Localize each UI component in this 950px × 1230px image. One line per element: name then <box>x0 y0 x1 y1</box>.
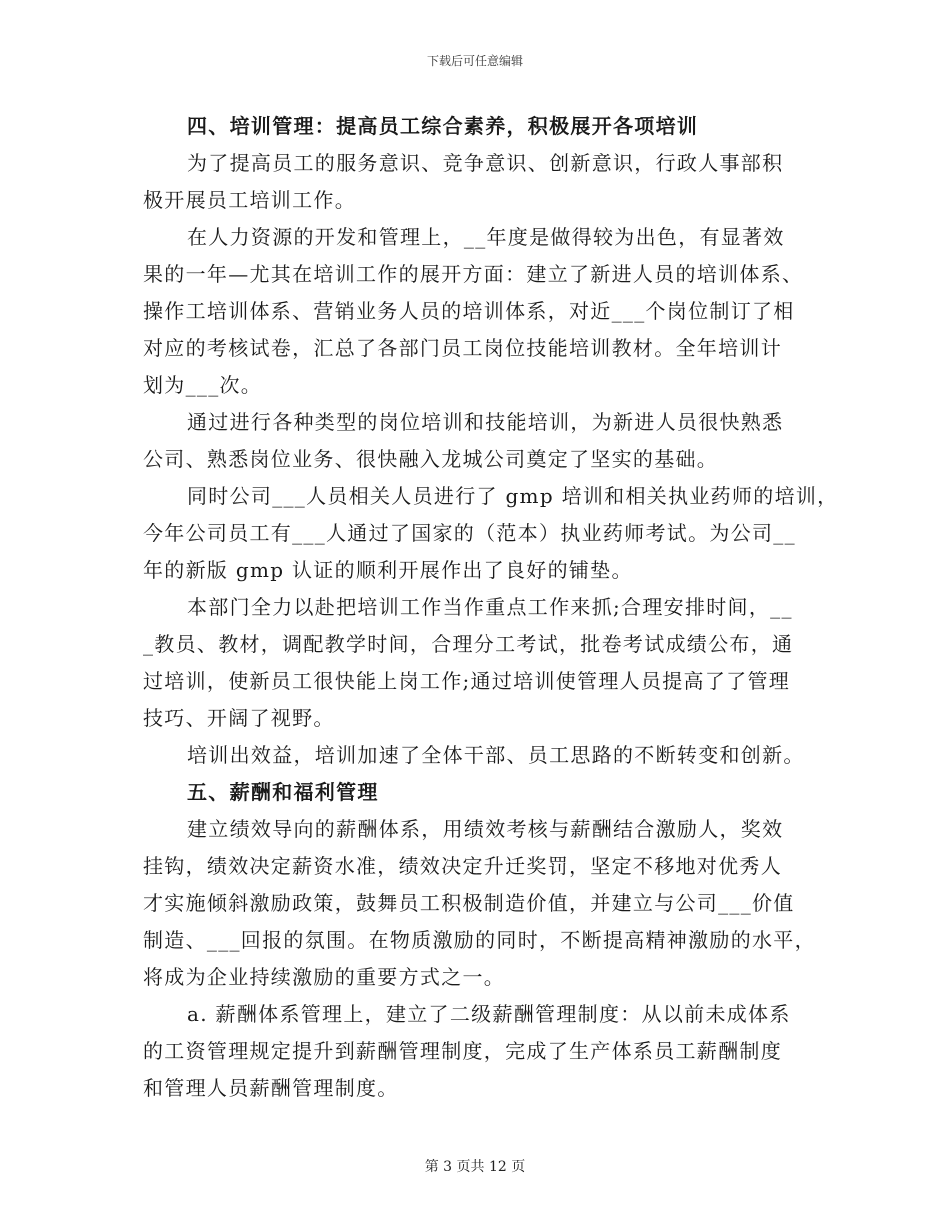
paragraph-line: 和管理人员薪酬管理制度。 <box>143 1076 399 1100</box>
paragraph-line: 年的新版 gmp 认证的顺利开展作出了良好的铺垫。 <box>143 558 633 582</box>
paragraph-line: _教员、教材，调配教学时间，合理分工考试，批卷考试成绩公布，通 <box>143 632 794 656</box>
paragraph-line: 同时公司___人员相关人员进行了 gmp 培训和相关执业药师的培训， <box>187 484 839 508</box>
paragraph-line: 的工资管理规定提升到薪酬管理制度，完成了生产体系员工薪酬制度 <box>143 1039 782 1063</box>
paragraph-line: 划为___次。 <box>143 373 263 397</box>
paragraph-line: 过培训，使新员工很快能上岗工作;通过培训使管理人员提高了了管理 <box>143 669 791 693</box>
paragraph-line: 通过进行各种类型的岗位培训和技能培训，为新进人员很快熟悉 <box>187 410 784 434</box>
paragraph-line: 今年公司员工有___人通过了国家的（范本）执业药师考试。为公司__ <box>143 521 796 545</box>
section-heading-training: 四、培训管理：提高员工综合素养，积极展开各项培训 <box>187 114 699 138</box>
paragraph-line: 为了提高员工的服务意识、竞争意识、创新意识，行政人事部积 <box>187 151 784 175</box>
paragraph-line: 极开展员工培训工作。 <box>143 188 356 212</box>
paragraph-line: 公司、熟悉岗位业务、很快融入龙城公司奠定了坚实的基础。 <box>143 447 719 471</box>
page-footer: 第 3 页共 12 页 <box>424 1159 526 1175</box>
paragraph-line: 建立绩效导向的薪酬体系，用绩效考核与薪酬结合激励人，奖效 <box>187 817 784 841</box>
paragraph-line: 在人力资源的开发和管理上，__年度是做得较为出色，有显著效 <box>187 225 785 249</box>
paragraph-line: 对应的考核试卷，汇总了各部门员工岗位技能培训教材。全年培训计 <box>143 336 782 360</box>
paragraph-line: 果的一年—尤其在培训工作的展开方面：建立了新进人员的培训体系、 <box>143 262 804 286</box>
paragraph-line: 才实施倾斜激励政策，鼓舞员工积极制造价值，并建立与公司___价值 <box>143 891 795 915</box>
paragraph-line: 将成为企业持续激励的重要方式之一。 <box>143 965 506 989</box>
page-header: 下载后可任意编辑 <box>426 54 523 68</box>
paragraph-line: 培训出效益，培训加速了全体干部、员工思路的不断转变和创新。 <box>187 743 805 767</box>
paragraph-line: 本部门全力以赴把培训工作当作重点工作来抓;合理安排时间，__ <box>187 595 793 619</box>
paragraph-line: 制造、___回报的氛围。在物质激励的同时，不断提高精神激励的水平， <box>143 928 816 952</box>
section-heading-compensation: 五、薪酬和福利管理 <box>187 780 379 804</box>
paragraph-line: a. 薪酬体系管理上，建立了二级薪酬管理制度：从以前未成体系 <box>187 1002 791 1026</box>
document-body <box>143 108 839 1107</box>
paragraph-line: 操作工培训体系、营销业务人员的培训体系，对近___个岗位制订了相 <box>143 299 795 323</box>
paragraph-line: 挂钩，绩效决定薪资水准，绩效决定升迁奖罚，坚定不移地对优秀人 <box>143 854 782 878</box>
paragraph-line: 技巧、开阔了视野。 <box>143 706 335 730</box>
